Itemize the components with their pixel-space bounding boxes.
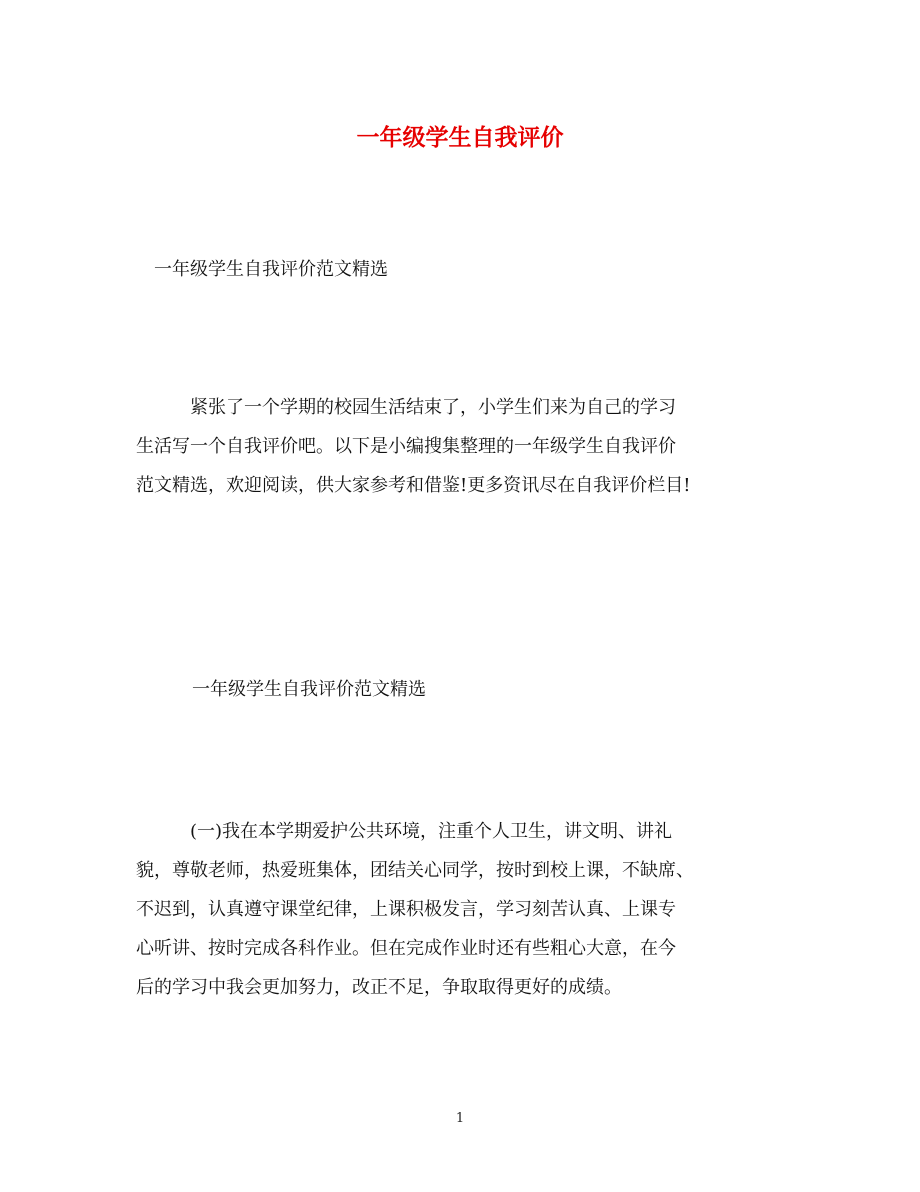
document-title: 一年级学生自我评价 (356, 124, 564, 151)
body-line: 貌，尊敬老师，热爱班集体，团结关心同学，按时到校上课，不缺席、 (136, 860, 694, 881)
body-paragraph (136, 812, 796, 1007)
intro-line: 生活写一个自我评价吧。以下是小编搜集整理的一年级学生自我评价 (136, 436, 676, 457)
document-subtitle: 一年级学生自我评价范文精选 (154, 259, 388, 280)
intro-line: 范文精选，欢迎阅读，供大家参考和借鉴!更多资讯尽在自我评价栏目! (136, 475, 691, 496)
intro-line: 紧张了一个学期的校园生活结束了，小学生们来为自己的学习 (190, 397, 676, 418)
body-line: 后的学习中我会更加努力，改正不足，争取取得更好的成绩。 (136, 977, 622, 998)
body-line: (一)我在本学期爱护公共环境，注重个人卫生，讲文明、讲礼 (190, 821, 673, 842)
body-line: 不迟到，认真遵守课堂纪律，上课积极发言，学习刻苦认真、上课专 (136, 899, 676, 920)
intro-paragraph (136, 388, 796, 505)
page-number: 1 (455, 1111, 465, 1126)
section-heading: 一年级学生自我评价范文精选 (192, 679, 426, 700)
body-line: 心听讲、按时完成各科作业。但在完成作业时还有些粗心大意，在今 (136, 938, 676, 959)
